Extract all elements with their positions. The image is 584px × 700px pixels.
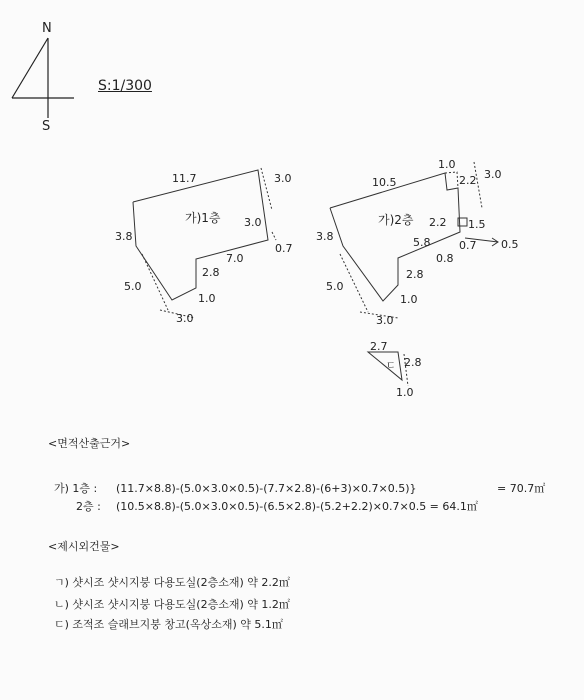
plan2-dim-top: 10.5 (372, 176, 397, 189)
plan3-mark: ㄷ (386, 361, 396, 372)
plan1-dim-top: 11.7 (172, 172, 197, 185)
outside-item: ㄱ) 샷시조 샷시지붕 다용도실(2층소재) 약 2.2㎡ (54, 576, 290, 589)
plan2-dim-offset-a: 0.7 (459, 239, 477, 252)
plan2-dim-inner-left: 2.2 (429, 216, 447, 229)
plan3-dim-bottom: 1.0 (396, 386, 414, 399)
plan1-dim-step: 2.8 (202, 266, 220, 279)
outside-item: ㄴ) 샷시조 샷시지붕 다용도실(2층소재) 약 1.2㎡ (54, 598, 290, 611)
plan1-dim-bottom: 1.0 (198, 292, 216, 305)
area-row1-prefix: 가) 1층 : (54, 482, 98, 495)
plan2-dim-left: 3.8 (316, 230, 334, 243)
outside-item: ㄷ) 조적조 슬래브지붕 창고(옥상소재) 약 5.1㎡ (54, 618, 283, 631)
plan3-dim-top: 2.7 (370, 340, 388, 353)
area-row2-prefix: 2층 : (76, 500, 101, 513)
plan2-label: 가)2층 (378, 213, 414, 227)
compass-south: S (42, 119, 51, 134)
plan2-dim-right-top: 3.0 (484, 168, 502, 181)
compass-symbol (12, 38, 74, 118)
outside-heading: <제시외건물> (48, 540, 120, 553)
plan2-dim-offset-b: 0.8 (436, 252, 454, 265)
plan2-dim-arrow: 0.5 (501, 238, 519, 251)
plan2-dim-step: 2.8 (406, 268, 424, 281)
area-row2-formula: (10.5×8.8)-(5.0×3.0×0.5)-(6.5×2.8)-(5.2+2.2)×0.7×0.5 = 64.1㎡ (116, 500, 478, 513)
plan2-dim-mid: 5.8 (413, 236, 431, 249)
plan2-dim-bottom: 1.0 (400, 293, 418, 306)
area-row1-formula: (11.7×8.8)-(5.0×3.0×0.5)-(7.7×2.8)-(6+3)×0.7×0.5)} (116, 482, 417, 495)
plan1-dim-right-top: 3.0 (274, 172, 292, 185)
plan2-dim-diag: 5.0 (326, 280, 344, 293)
plan2-dim-bottom-length: 3.0 (376, 314, 394, 327)
plan1-dim-right-offset: 0.7 (275, 242, 293, 255)
plan2-dim-notch-h: 2.2 (459, 174, 477, 187)
area-row1-result: = 70.7㎡ (497, 482, 546, 495)
plan2-dim-inner-right: 1.5 (468, 218, 486, 231)
plan1-label: 가)1층 (185, 211, 221, 225)
plan3-dim-right: 2.8 (404, 356, 422, 369)
plan1-dim-diag: 5.0 (124, 280, 142, 293)
plan1-dim-bottom-length: 3.0 (176, 312, 194, 325)
compass-north: N (42, 21, 52, 36)
plan1-dim-right-inner: 3.0 (244, 216, 262, 229)
area-basis-heading: <면적산출근거> (48, 437, 131, 450)
scale-label: S:1/300 (98, 78, 152, 94)
plan2-dim-notch-w: 1.0 (438, 158, 456, 171)
plan1-dim-mid: 7.0 (226, 252, 244, 265)
plan1-dim-left: 3.8 (115, 230, 133, 243)
